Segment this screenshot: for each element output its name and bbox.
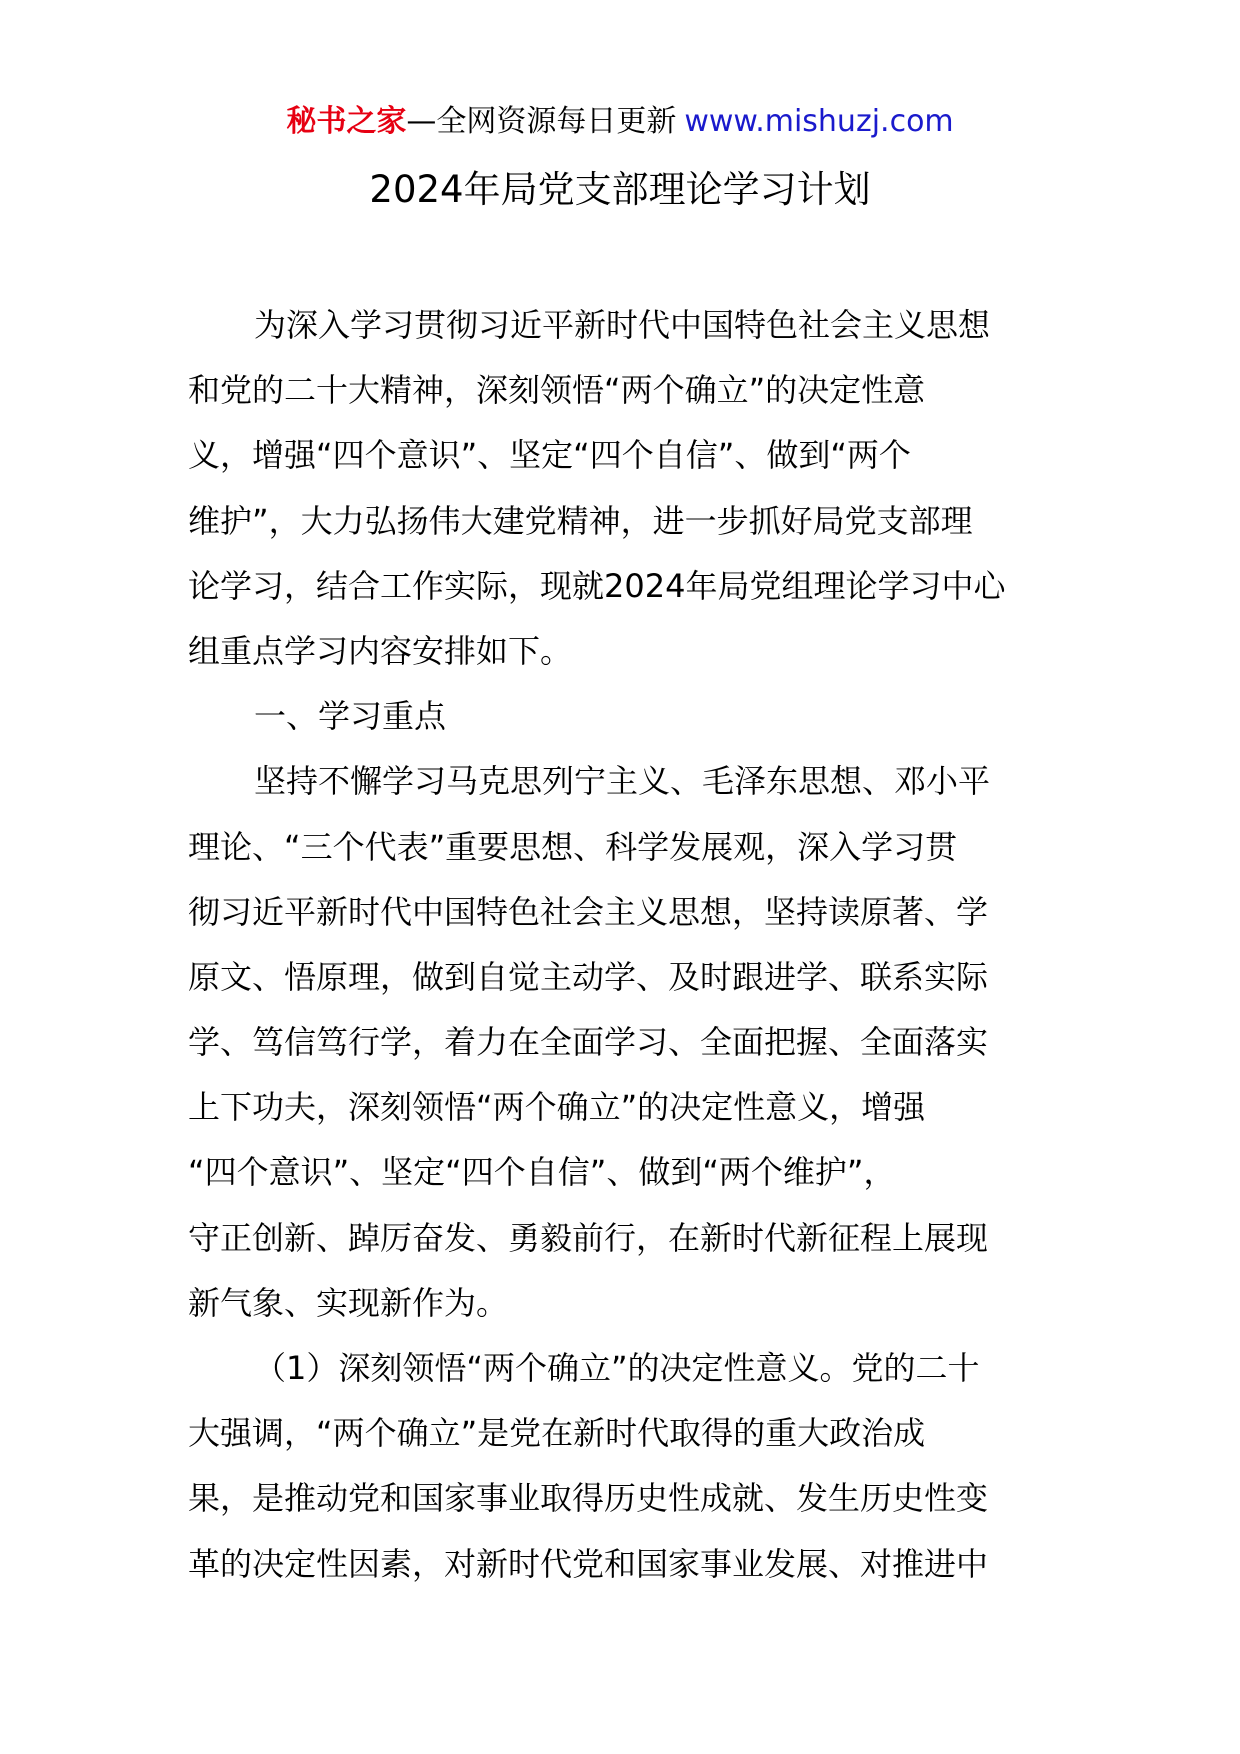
paragraph-line: 大强调，“两个确立”是党在新时代取得的重大政治成 [188,1414,926,1453]
brand-name: 秘书之家 [286,104,407,139]
document-body [188,293,1054,1597]
paragraph-line: 学、笃信笃行学，着力在全面学习、全面把握、全面落实 [188,1023,989,1062]
paragraph-line: “四个意识”、坚定“四个自信”、做到“两个维护”， [188,1153,896,1192]
site-header [0,100,1240,144]
site-url-link[interactable]: www.mishuzj.com [684,104,954,139]
paragraph-line: 和党的二十大精神，深刻领悟“两个确立”的决定性意 [188,371,926,410]
paragraph-line: 守正创新、踔厉奋发、勇毅前行，在新时代新征程上展现 [188,1218,989,1257]
paragraph-line: 坚持不懈学习马克思列宁主义、毛泽东思想、邓小平 [254,762,991,801]
brand-tagline: —全网资源每日更新 [406,104,677,139]
section-heading: 一、学习重点 [254,697,447,736]
paragraph-line: 论学习，结合工作实际，现就2024年局党组理论学习中心 [188,566,1006,605]
paragraph-line: 组重点学习内容安排如下。 [188,631,573,670]
paragraph-line: 彻习近平新时代中国特色社会主义思想，坚持读原著、学 [188,892,989,931]
subsection-line: （1）深刻领悟“两个确立”的决定性意义。党的二十 [254,1349,980,1387]
paragraph-line: 义，增强“四个意识”、坚定“四个自信”、做到“两个 [188,436,911,475]
paragraph-line: 上下功夫，深刻领悟“两个确立”的决定性意义，增强 [188,1088,926,1127]
document-title: 2024年局党支部理论学习计划 [369,168,871,211]
paragraph-line: 理论、“三个代表”重要思想、科学发展观，深入学习贯 [188,827,958,866]
paragraph-line: 新气象、实现新作为。 [188,1283,509,1322]
paragraph-line: 原文、悟原理，做到自觉主动学、及时跟进学、联系实际 [188,957,989,996]
paragraph-line: 革的决定性因素，对新时代党和国家事业发展、对推进中 [188,1544,989,1583]
paragraph-line: 果，是推动党和国家事业取得历史性成就、发生历史性变 [188,1479,989,1518]
paragraph-line: 维护”，大力弘扬伟大建党精神，进一步抓好局党支部理 [188,501,973,540]
paragraph-line: 为深入学习贯彻习近平新时代中国特色社会主义思想 [254,306,991,344]
